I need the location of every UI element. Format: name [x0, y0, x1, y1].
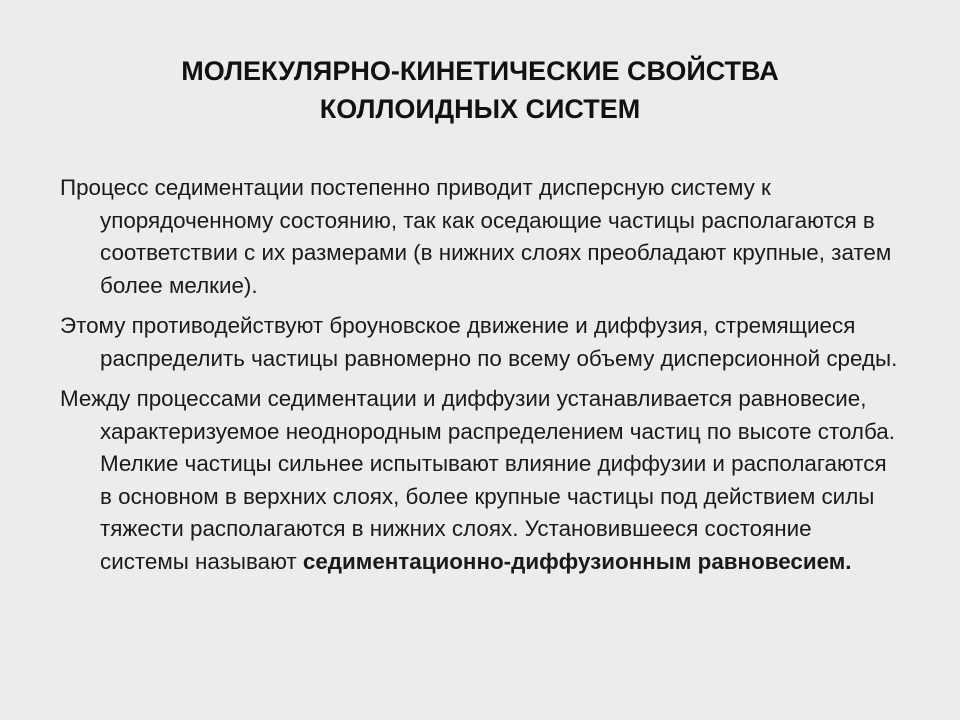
paragraph-sedimentation: Процесс седиментации постепенно приводит дисперсную систему к упорядоченному состоянию, так как оседающие частицы располагаются в соответствии с их размерами (в нижних слоях преобладают крупные, затем более мелкие).: [60, 175, 892, 298]
slide-body: [60, 172, 900, 586]
title-line-1: МОЛЕКУЛЯРНО-КИНЕТИЧЕСКИЕ СВОЙСТВА: [181, 56, 779, 86]
paragraph-brownian-motion: Этому противодействуют броуновское движение и диффузия, стремящиеся распределить частицы равномерно по всему объему дисперсионной среды.: [60, 313, 898, 371]
equilibrium-text: Между процессами седиментации и диффузии устанавливается равновесие, характеризуемое неоднородным распределением частиц по высоте столба. Мелкие частицы сильнее испытывают влияние диффузии и располагаются в основном в верхних слоях, более крупные частицы под действием силы тяжести располагаются в нижних слоях. Установившееся состояние системы называют: [60, 386, 895, 574]
title-line-2: КОЛЛОИДНЫХ СИСТЕМ: [319, 94, 641, 124]
paragraph-equilibrium: [60, 383, 900, 578]
slide-title: [90, 52, 870, 128]
equilibrium-term: седиментационно-диффузионным равновесием.: [302, 548, 852, 574]
